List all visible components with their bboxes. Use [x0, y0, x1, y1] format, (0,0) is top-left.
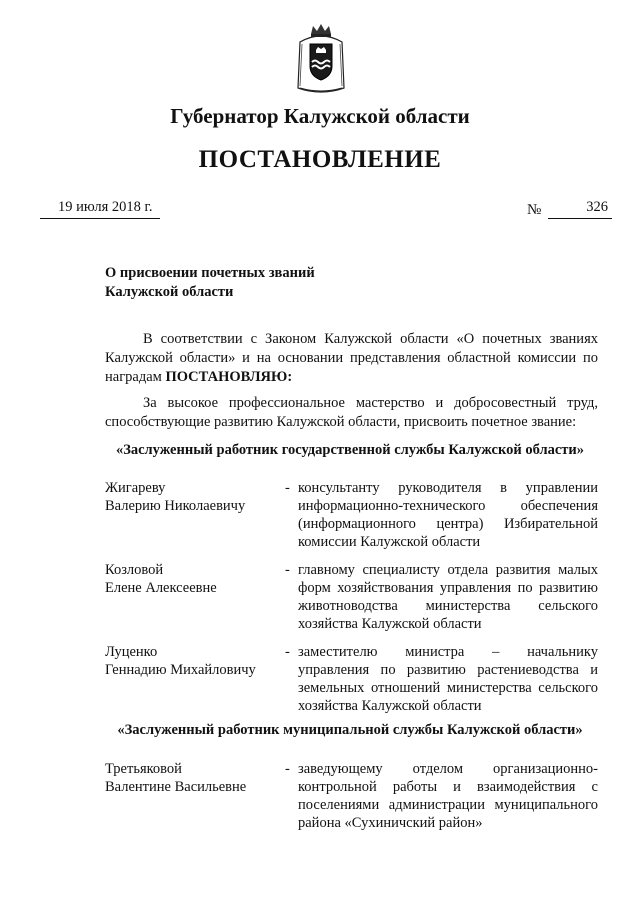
award-paragraph: За высокое профессиональное мастерство и добросовестный труд, способствующие развитию Калужской области, присвоить почетное звание:: [105, 395, 598, 430]
awardee-surname: Луценко: [105, 644, 158, 660]
awardee-position: заместителю министра – начальнику управления по развитию растениеводства и земельных отношений министерства сельского хозяйства Калужской области: [298, 644, 598, 714]
awardee-entry: [105, 643, 598, 715]
awardee-name: [105, 760, 285, 796]
decree-word: ПОСТАНОВЛЯЮ:: [165, 369, 293, 385]
awardee-name: [105, 479, 285, 515]
preamble-paragraph: [105, 330, 598, 387]
document-number: 326: [548, 199, 612, 219]
awardee-given-names: Елене Алексеевне: [105, 580, 217, 596]
subject-line-1: О присвоении почетных званий: [105, 265, 315, 281]
awardee-position: главному специалисту отдела развития малых форм хозяйствования управления по развитию животноводства министерства сельского хозяйства Калужской области: [298, 562, 598, 632]
awardee-entry: [105, 760, 598, 832]
awardee-name: [105, 561, 285, 597]
issuing-authority: Губернатор Калужской области: [170, 104, 470, 128]
document-date: 19 июля 2018 г.: [40, 199, 160, 219]
awardee-given-names: Валентине Васильевне: [105, 779, 247, 795]
section-title-state-service: «Заслуженный работник государственной службы Калужской области»: [115, 442, 585, 458]
awardee-given-names: Геннадию Михайловичу: [105, 662, 256, 678]
document-subject: [105, 264, 365, 302]
subject-line-2: Калужской области: [105, 284, 234, 300]
entry-dash: -: [285, 644, 290, 660]
awardee-entry: [105, 561, 598, 633]
awardee-entry: [105, 479, 598, 551]
entry-dash: -: [285, 562, 290, 578]
entry-dash: -: [285, 480, 290, 496]
awardee-position: консультанту руководителя в управлении информационно-технического обеспечения (информационного центра) Избирательной комиссии Калужской области: [298, 480, 598, 550]
awardee-given-names: Валерию Николаевичу: [105, 498, 246, 514]
preamble-text: В соответствии с Законом Калужской области «О почетных званиях Калужской области» и на основании представления областной комиссии по наградам: [105, 331, 598, 385]
awardee-surname: Жигареву: [105, 480, 166, 496]
awardee-name: [105, 643, 285, 679]
awardee-position: заведующему отделом организационно-контрольной работы и взаимодействия с поселениями администрации муниципального района «Сухиничский район»: [298, 761, 598, 831]
section-title-municipal-service: «Заслуженный работник муниципальной службы Калужской области»: [117, 722, 583, 738]
awardee-surname: Козловой: [105, 562, 164, 578]
document-type: ПОСТАНОВЛЕНИЕ: [198, 146, 442, 173]
coat-of-arms-emblem: [294, 22, 348, 96]
entry-dash: -: [285, 761, 290, 777]
awardee-surname: Третьяковой: [105, 761, 182, 777]
number-label: №: [527, 202, 542, 218]
